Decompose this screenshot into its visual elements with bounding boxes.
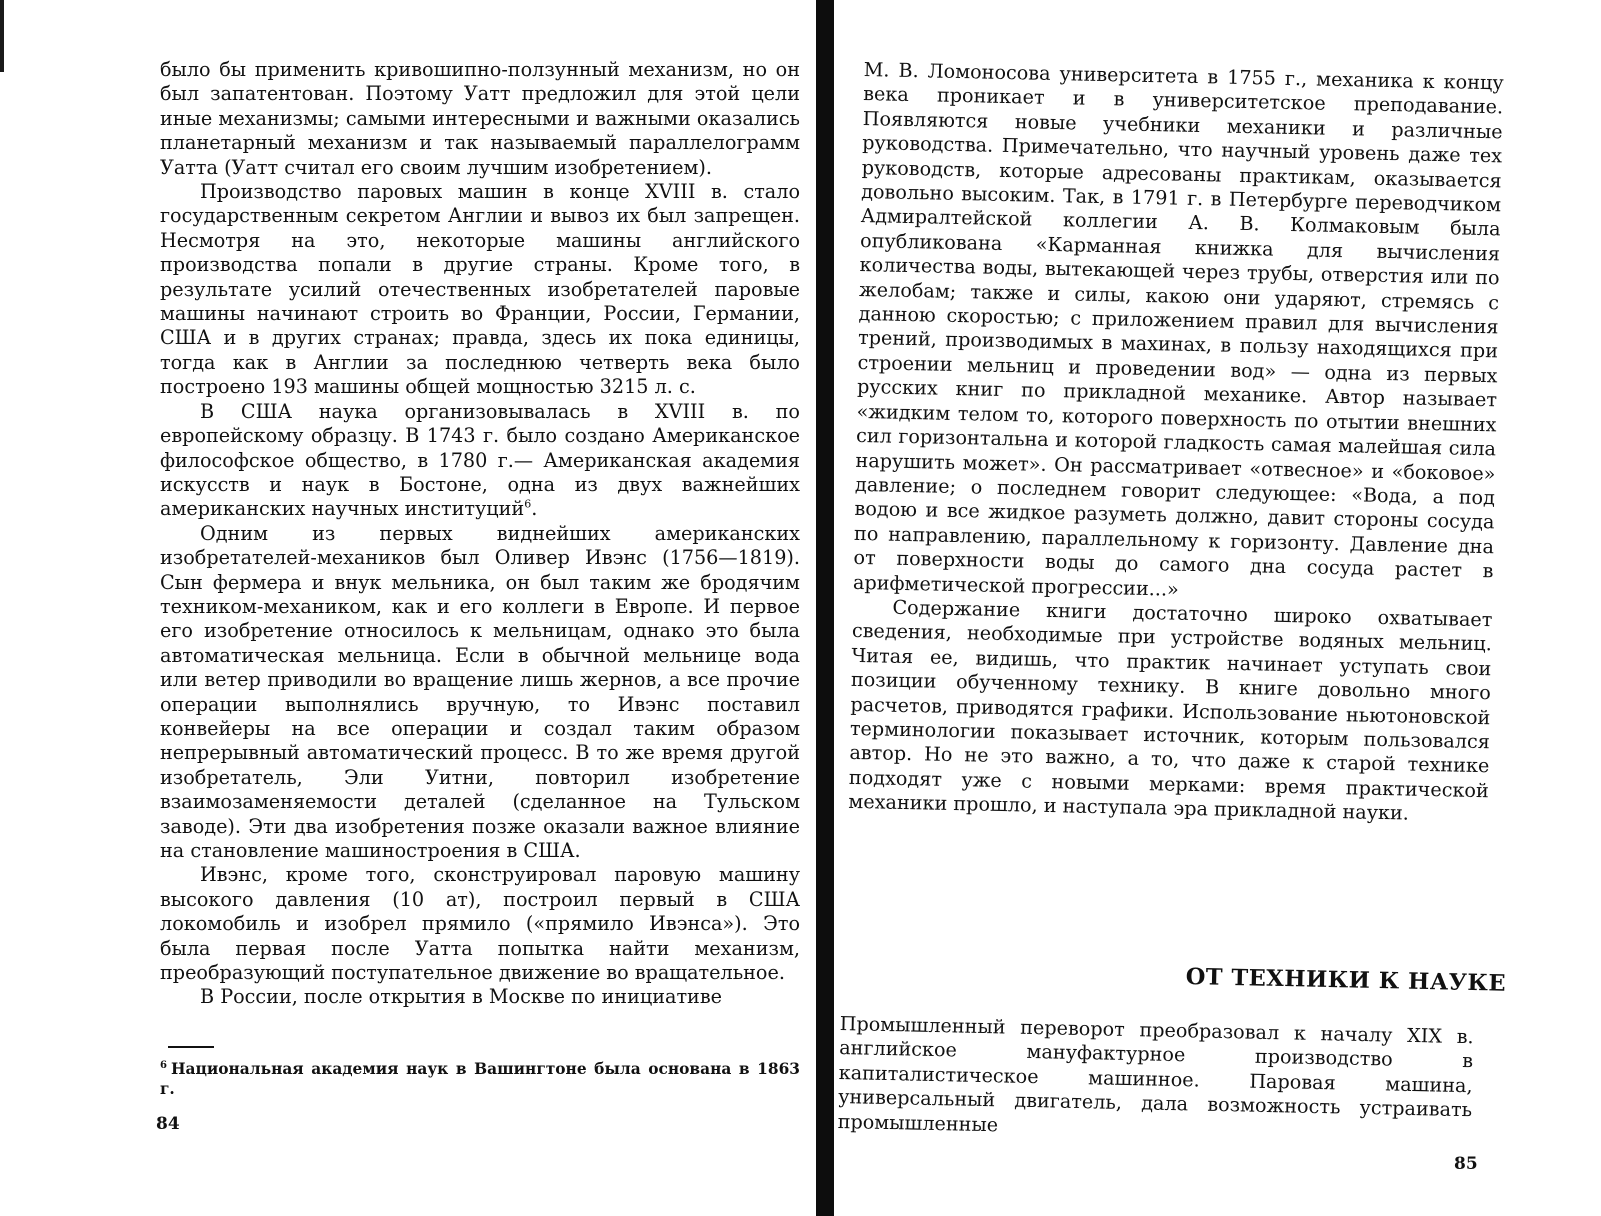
paragraph: Производство паровых машин в конце XVIII в. стало государственным секретом Англии и вывоз их был запрещен. Несмотря на это, некоторые машины английского производства попали в другие страны. Кроме того, в результате усилий отечественных изобретателей паровые машины начинают строить во Франции, России, Германии, США и в других странах; правда, здесь их пока единицы, тогда как в Англии за последнюю четверть века было построено 193 машины общей мощностью 3215 л. с. xyxy=(160,180,800,399)
paragraph: Промышленный переворот преобразовал к началу XIX в. английское мануфактурное производство в капиталистическое машинное. Паровая машина, универсальный двигатель, дала возможность устраивать промышленные xyxy=(837,1012,1474,1136)
book-gutter xyxy=(816,0,834,1216)
page-number-right: 85 xyxy=(1454,1154,1478,1174)
left-page-text xyxy=(160,58,800,1010)
footnote-reference: 6 xyxy=(524,497,532,511)
paragraph-text: В США наука организовывалась в XVIII в. по европейскому образцу. В 1743 г. было создано Американское философское общество, в 1780 г.— Американская академия искусств и наук в Бостоне, одна из двух важнейших американских научных институций xyxy=(160,399,800,521)
footnote-divider xyxy=(168,1046,214,1048)
paragraph: Содержание книги достаточно широко охватывает сведения, необходимые при устройстве водяных мельниц. Читая ее, видишь, что практик начинает уступать свои позиции обученному технику. В книге довольно много расчетов, приводятся графики. Использование ньютоновской терминологии показывает источник, которым пользовался автор. Но не это важно, а то, что даже к старой технике подходят уже с новыми мерками: время практической механики прошло, и наступала эра прикладной науки. xyxy=(848,595,1493,825)
footnote-mark: 6 xyxy=(160,1060,167,1071)
paragraph: Ивэнс, кроме того, сконструировал паровую машину высокого давления (10 ат), построил первый в США локомобиль и изобрел прямило («прямило Ивэнса»). Это была первая после Уатта попытка найти механизм, преобразующий поступательное движение во вращательное. xyxy=(160,863,800,985)
section-body xyxy=(837,1012,1473,1147)
paragraph: Одним из первых виднейших американских изобретателей-механиков был Оливер Ивэнс (1756—1819). Сын фермера и внук мельника, он был таким же бродячим техником-механиком, как и его коллеги в Европе. И первое его изобретение относилось к мельницам, однако это была автоматическая мельница. Если в обычной мельнице вода или ветер приводили во вращение лишь жернов, а все прочие операции выполнялись вручную, то Ивэнс поставил конвейеры на все операции и создал таким образом непрерывный автоматический процесс. В то же время другой изобретатель, Эли Уитни, повторил изобретение взаимозаменяемости деталей (сделанное на Тульском заводе). Эти два изобретения позже оказали важное влияние на становление машиностроения в США. xyxy=(160,521,800,862)
right-page xyxy=(834,0,1601,1216)
section-heading: ОТ ТЕХНИКИ К НАУКЕ xyxy=(1185,964,1507,997)
paragraph: В США наука организовывалась в XVIII в. по европейскому образцу. В 1743 г. было создано Американское философское общество, в 1780 г.— Американская академия искусств и наук в Бостоне, одна из двух важнейших американских научных институций$^6$. xyxy=(160,399,800,521)
footnote xyxy=(160,1056,800,1099)
footnote-text: Национальная академия наук в Вашингтоне была основана в 1863 г. xyxy=(160,1060,800,1098)
paragraph: было бы применить кривошипно-ползунный механизм, но он был запатентован. Поэтому Уатт предложил для этой цели иные механизмы; самыми интересными и важными оказались планетарный механизм и так называемый параллелограмм Уатта (Уатт считал его своим лучшим изобретением). xyxy=(160,58,800,179)
paragraph: М. В. Ломоносова университета в 1755 г., механика к концу века проникает и в университетское преподавание. Появляются новые учебники механики и различные руководства. Примечательно, что научный уровень даже тех руководств, которые адресованы практикам, оказывается довольно высоким. Так, в 1791 г. в Петербурге переводчиком Адмиралтейской коллегии А. В. Колмаковым была опубликована «Карманная книжка для вычисления количества воды, вытекающей через трубы, отверстия или по желобам; также и силы, какою они ударяют, стремясь с данною скоростью; с приложением правил для вычисления трений, производимых в махинах, в пользу находящихся при строении мельниц и проведении вод» — одна из первых русских книг по прикладной механике. Автор называет «жидким телом то, которого поверхность по отытии внешних сил горизонтальна и которой гладкость самая малейшая сила нарушить может». Он рассматривает «отвесное» и «боковое» давление; о последнем говорит следующее: «Вода, а под водою и все жидкое разуметь должно, давит стороны сосуда по направлению, параллельному к горизонту. Давление дна от поверхности воды до самого дна сосуда растет в арифметической прогрессии...» xyxy=(852,58,1504,601)
page-number-left: 84 xyxy=(156,1114,180,1134)
right-page-text xyxy=(848,58,1504,828)
paragraph: В России, после открытия в Москве по инициативе xyxy=(200,985,723,1009)
